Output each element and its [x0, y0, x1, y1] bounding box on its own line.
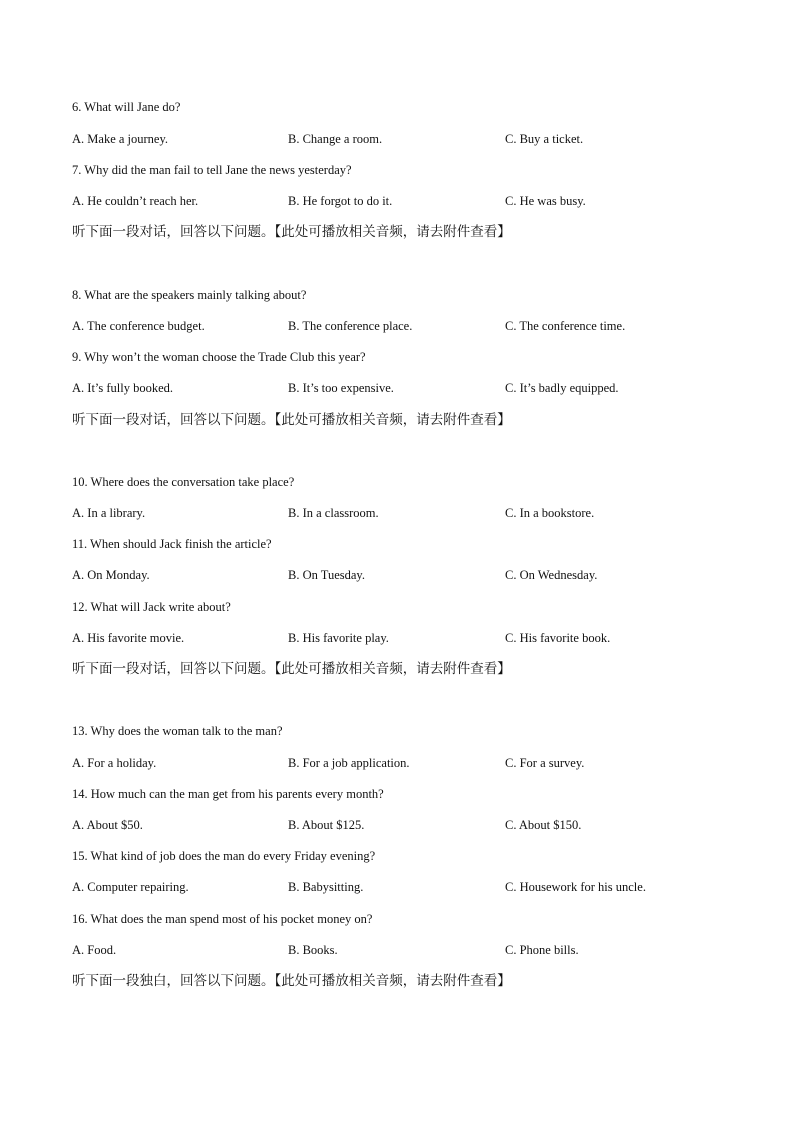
option-8a: A. The conference budget.: [72, 319, 205, 333]
question-13: 13. Why does the woman talk to the man?: [72, 724, 283, 738]
option-6b: B. Change a room.: [288, 132, 383, 146]
question-6: 6. What will Jane do?: [72, 100, 181, 114]
option-11c: C. On Wednesday.: [505, 568, 598, 582]
option-15a: A. Computer repairing.: [72, 880, 189, 894]
option-12a: A. His favorite movie.: [72, 631, 185, 645]
option-7a: A. He couldn’t reach her.: [72, 194, 199, 208]
option-8b: B. The conference place.: [288, 319, 413, 333]
option-16a: A. Food.: [72, 943, 117, 957]
option-10c: C. In a bookstore.: [505, 506, 595, 520]
audio-instruction-dialogue: 听下面一段对话，回答以下问题。【此处可播放相关音频，请去附件查看】: [72, 412, 511, 428]
question-9: 9. Why won’t the woman choose the Trade Club this year?: [72, 350, 366, 364]
option-13c: C. For a survey.: [505, 756, 585, 770]
question-11: 11. When should Jack finish the article?: [72, 537, 272, 551]
option-9a: A. It’s fully booked.: [72, 381, 174, 395]
question-12: 12. What will Jack write about?: [72, 600, 231, 614]
option-12c: C. His favorite book.: [505, 631, 611, 645]
audio-instruction-dialogue: 听下面一段对话，回答以下问题。【此处可播放相关音频，请去附件查看】: [72, 224, 511, 240]
question-8: 8. What are the speakers mainly talking about?: [72, 288, 307, 302]
option-7c: C. He was busy.: [505, 194, 586, 208]
option-15b: B. Babysitting.: [288, 880, 364, 894]
option-16b: B. Books.: [288, 943, 338, 957]
audio-instruction-dialogue: 听下面一段对话，回答以下问题。【此处可播放相关音频，请去附件查看】: [72, 661, 511, 677]
option-10a: A. In a library.: [72, 506, 146, 520]
question-16: 16. What does the man spend most of his pocket money on?: [72, 912, 373, 926]
option-10b: B. In a classroom.: [288, 506, 379, 520]
question-7: 7. Why did the man fail to tell Jane the news yesterday?: [72, 163, 352, 177]
option-14b: B. About $125.: [288, 818, 365, 832]
option-9c: C. It’s badly equipped.: [505, 381, 619, 395]
question-10: 10. Where does the conversation take place?: [72, 475, 295, 489]
question-15: 15. What kind of job does the man do every Friday evening?: [72, 849, 376, 863]
option-14c: C. About $150.: [505, 818, 582, 832]
option-16c: C. Phone bills.: [505, 943, 579, 957]
option-9b: B. It’s too expensive.: [288, 381, 394, 395]
option-8c: C. The conference time.: [505, 319, 626, 333]
option-15c: C. Housework for his uncle.: [505, 880, 646, 894]
option-6c: C. Buy a ticket.: [505, 132, 584, 146]
question-14: 14. How much can the man get from his parents every month?: [72, 787, 384, 801]
option-7b: B. He forgot to do it.: [288, 194, 393, 208]
option-11a: A. On Monday.: [72, 568, 150, 582]
option-12b: B. His favorite play.: [288, 631, 389, 645]
option-13a: A. For a holiday.: [72, 756, 157, 770]
option-14a: A. About $50.: [72, 818, 143, 832]
audio-instruction-monologue: 听下面一段独白，回答以下问题。【此处可播放相关音频，请去附件查看】: [72, 973, 511, 989]
option-11b: B. On Tuesday.: [288, 568, 365, 582]
option-6a: A. Make a journey.: [72, 132, 169, 146]
option-13b: B. For a job application.: [288, 756, 410, 770]
